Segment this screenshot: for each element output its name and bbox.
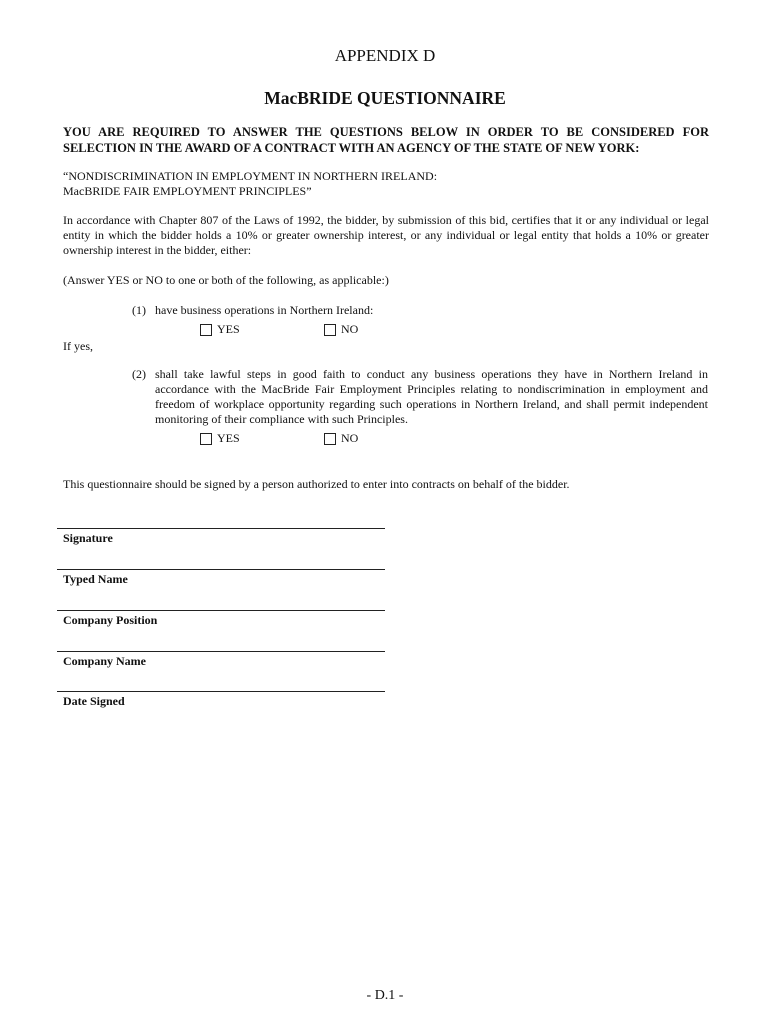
principles-heading: [63, 169, 709, 199]
signature-instructions: This questionnaire should be signed by a person authorized to enter into contracts on behalf of the bidder.: [63, 477, 570, 491]
question-2-yes-label: YES: [217, 431, 240, 445]
principles-heading-line-1: “NONDISCRIMINATION IN EMPLOYMENT IN NORTHERN IRELAND:: [63, 169, 438, 183]
question-2-yes-checkbox[interactable]: [200, 433, 212, 445]
question-1-no-checkbox[interactable]: [324, 324, 336, 336]
question-2-no-checkbox[interactable]: [324, 433, 336, 445]
signature-line[interactable]: [57, 528, 385, 529]
question-1-yes-label: YES: [217, 322, 240, 336]
question-2-text: shall take lawful steps in good faith to conduct any business operations they have in Northern Ireland in accordance with the MacBride Fair Employment Principles relating to nondiscrimination in employment and freedom of workplace opportunity regarding such operations in Northern Ireland, and shall permit independent monitoring of their compliance with such Principles.: [155, 367, 708, 426]
company-name-line[interactable]: [57, 651, 385, 652]
typed-name-line[interactable]: [57, 569, 385, 570]
question-1-yes-checkbox[interactable]: [200, 324, 212, 336]
signature-label: Signature: [63, 531, 113, 545]
date-signed-line[interactable]: [57, 691, 385, 692]
answer-instructions: (Answer YES or NO to one or both of the following, as applicable:): [63, 273, 389, 287]
date-signed-label: Date Signed: [63, 694, 125, 708]
instruction-text: YOU ARE REQUIRED TO ANSWER THE QUESTIONS BELOW IN ORDER TO BE CONSIDERED FOR SELECTION IN THE AWARD OF A CONTRACT WITH AN AGENCY OF THE STATE OF NEW YORK:: [63, 125, 709, 155]
if-yes-label: If yes,: [63, 339, 93, 353]
certification-paragraph: In accordance with Chapter 807 of the Laws of 1992, the bidder, by submission of this bid, certifies that it or any individual or legal entity in which the bidder holds a 10% or greater ownership interest, or any individual or legal entity that holds a 10% or greater ownership interest in the bidder, either:: [63, 213, 709, 257]
page-number: - D.1 -: [366, 988, 404, 1003]
question-2-number: (2): [132, 367, 146, 381]
question-1-yes-option[interactable]: [200, 322, 240, 337]
question-2-yes-option[interactable]: [200, 431, 240, 446]
question-2-no-option[interactable]: [324, 431, 358, 446]
company-name-label: Company Name: [63, 654, 146, 668]
question-1-text: have business operations in Northern Ireland:: [155, 303, 374, 317]
question-1-no-label: NO: [341, 322, 359, 336]
company-position-label: Company Position: [63, 613, 158, 627]
company-position-line[interactable]: [57, 610, 385, 611]
question-1-no-option[interactable]: [324, 322, 358, 337]
appendix-label: APPENDIX D: [334, 46, 436, 65]
page-title: MacBRIDE QUESTIONNAIRE: [264, 88, 506, 108]
question-2-no-label: NO: [341, 431, 359, 445]
question-1-number: (1): [132, 303, 146, 317]
typed-name-label: Typed Name: [63, 572, 128, 586]
principles-heading-line-2: MacBRIDE FAIR EMPLOYMENT PRINCIPLES”: [63, 184, 312, 198]
